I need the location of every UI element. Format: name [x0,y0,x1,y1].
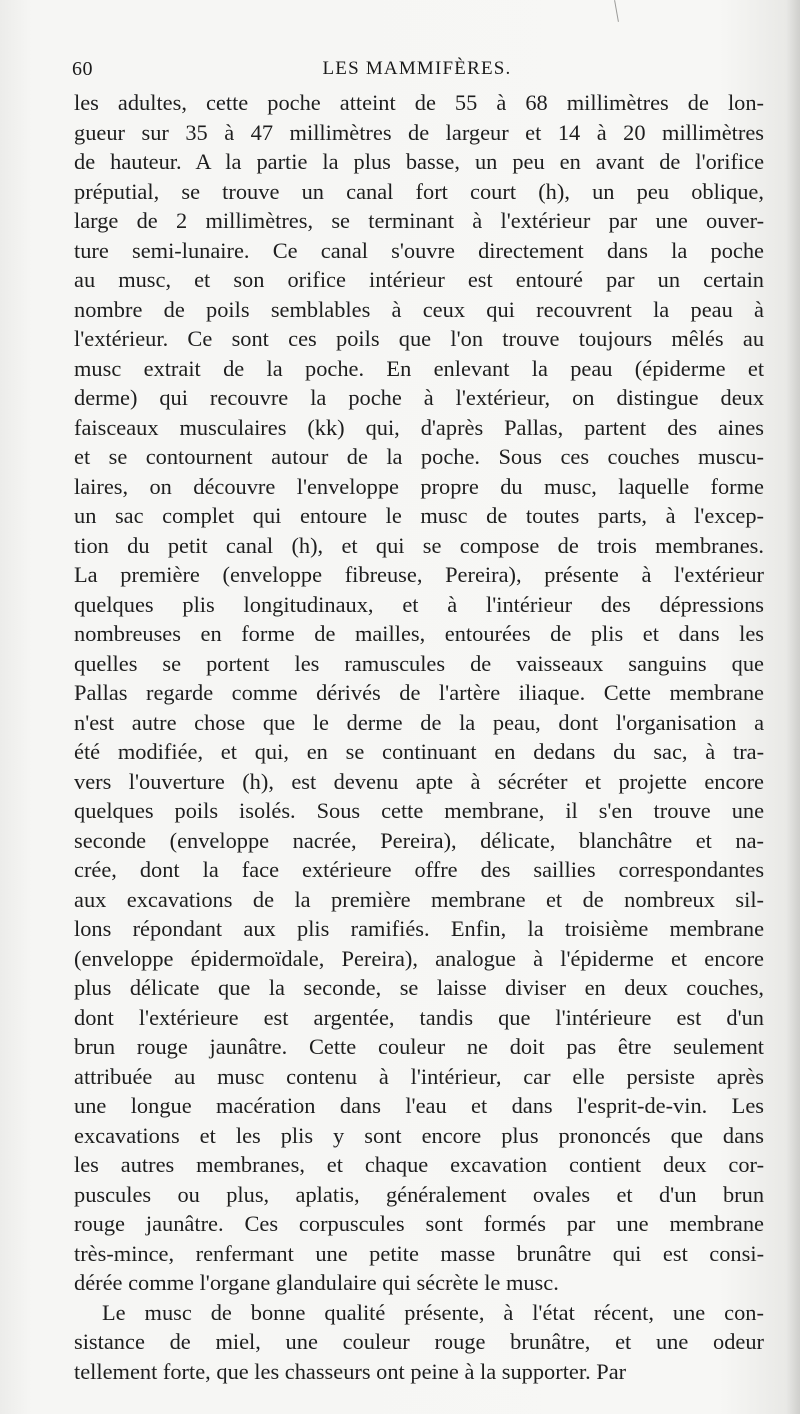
text-line: l'extérieur. Ce sont ces poils que l'on trouve toujours mêlés au [74,326,765,351]
text-line: tion du petit canal (h), et qui se compose de trois membranes. [74,532,764,558]
text-line: Pallas regarde comme dérivés de l'artère iliaque. Cette membrane [74,680,764,705]
text-line: et se contournent autour de la poche. Sous ces couches muscu- [74,444,764,469]
text-line: nombreuses en forme de mailles, entourées de plis et dans les [74,621,764,646]
text-line: musc extrait de la poche. En enlevant la peau (épiderme et [74,355,765,381]
text-line: nombre de poils semblables à ceux qui recouvrent la peau à [74,296,764,322]
text-line: derme) qui recouvre la poche à l'extérieur, on distingue deux [74,385,765,410]
body-text [74,88,764,1386]
text-line: lons répondant aux plis ramifiés. Enfin, la troisième membrane [74,916,765,941]
text-line: les autres membranes, et chaque excavation contient deux cor- [74,1152,765,1177]
text-line: aux excavations de la première membrane et de nombreux sil- [74,886,764,912]
running-title: LES MAMMIFÈRES. [322,58,512,79]
text-line: laires, on découvre l'enveloppe propre du musc, laquelle forme [74,473,764,499]
text-line: dont l'extérieure est argentée, tandis que l'intérieure est d'un [74,1004,765,1030]
text-line: sistance de miel, une couleur rouge brunâtre, et une odeur [74,1329,764,1354]
text-line: brun rouge jaunâtre. Cette couleur ne doit pas être seulement [74,1034,764,1059]
text-line: quelques plis longitudinaux, et à l'intérieur des dépressions [74,591,765,617]
text-line: dérée comme l'organe glandulaire qui sécrète le musc. [74,1270,559,1295]
text-line: au musc, et son orifice intérieur est entouré par un certain [74,267,764,292]
text-line: n'est autre chose que le derme de la peau, dont l'organisation a [74,709,765,735]
text-line: vers l'ouverture (h), est devenu apte à sécréter et projette encore [74,768,764,794]
text-line: les adultes, cette poche atteint de 55 à 68 millimètres de lon- [74,90,765,115]
text-line: La première (enveloppe fibreuse, Pereira), présente à l'extérieur [74,562,764,587]
text-line: tellement forte, que les chasseurs ont peine à la supporter. Par [74,1358,627,1384]
page-edge-shadow [786,0,800,1414]
text-line: rouge jaunâtre. Ces corpuscules sont formés par une membrane [74,1211,764,1236]
text-line: ture semi-lunaire. Ce canal s'ouvre directement dans la poche [74,237,764,263]
text-line: quelles se portent les ramuscules de vaisseaux sanguins que [74,650,764,676]
text-line: attribuée au musc contenu à l'intérieur, car elle persiste après [74,1063,764,1089]
text-line: préputial, se trouve un canal fort court (h), un peu oblique, [74,178,764,204]
text-line: été modifiée, et qui, en se continuant en dedans du sac, à tra- [74,739,765,764]
text-line: faisceaux musculaires (kk) qui, d'après Pallas, partent des aines [74,414,764,440]
page-header [72,58,762,84]
text-line: de hauteur. A la partie la plus basse, un peu en avant de l'orifice [74,149,765,174]
text-line: un sac complet qui entoure le musc de toutes parts, à l'excep- [74,503,765,528]
page-number: 60 [72,58,93,80]
page-scratch-mark [614,0,619,22]
text-line: (enveloppe épidermoïdale, Pereira), analogue à l'épiderme et encore [74,945,764,971]
text-line: puscules ou plus, aplatis, généralement ovales et d'un brun [74,1181,765,1207]
text-line: plus délicate que la seconde, se laisse diviser en deux couches, [74,975,765,1000]
text-line: quelques poils isolés. Sous cette membrane, il s'en trouve une [74,798,765,823]
text-line: Le musc de bonne qualité présente, à l'état récent, une con- [102,1299,764,1325]
text-line: seconde (enveloppe nacrée, Pereira), délicate, blanchâtre et na- [74,827,764,853]
text-line: excavations et les plis y sont encore plus prononcés que dans [74,1122,764,1148]
text-line: très-mince, renfermant une petite masse brunâtre qui est consi- [74,1240,765,1266]
text-line: gueur sur 35 à 47 millimètres de largeur et 14 à 20 millimètres [74,119,765,145]
text-line: crée, dont la face extérieure offre des saillies correspondantes [74,857,765,882]
text-line: une longue macération dans l'eau et dans l'esprit-de-vin. Les [74,1093,764,1118]
text-line: large de 2 millimètres, se terminant à l'extérieur par une ouver- [74,208,765,233]
